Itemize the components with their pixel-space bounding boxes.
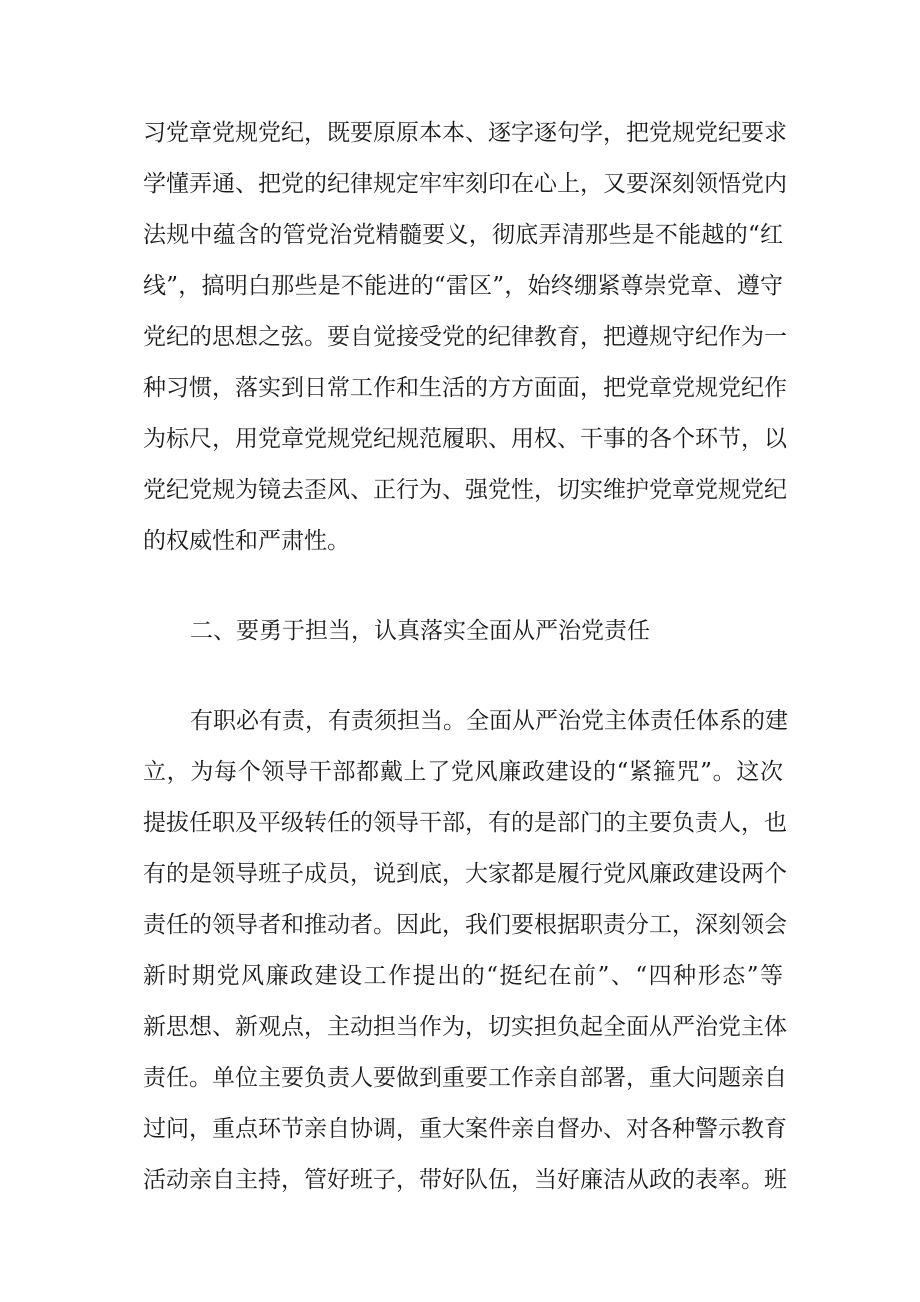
paragraph-1-line-8: 党纪党规为镜去歪风、正行为、强党性，切实维护党章党规党纪 (143, 477, 787, 503)
paragraph-2-line-3: 提拔任职及平级转任的领导干部，有的是部门的主要负责人，也 (143, 810, 787, 836)
paragraph-2-line-7: 新思想、新观点，主动担当作为，切实担负起全面从严治党主体 (143, 1014, 787, 1040)
paragraph-1-line-5: 党纪的思想之弦。要自觉接受党的纪律教育，把遵规守纪作为一 (143, 324, 787, 350)
paragraph-2-line-1: 有职必有责，有责须担当。全面从严治党主体责任体系的建 (190, 708, 788, 734)
section-heading-2: 二、要勇于担当，认真落实全面从严治党责任 (190, 618, 650, 644)
paragraph-1-line-9: 的权威性和严肃性。 (143, 528, 350, 554)
paragraph-2-line-8: 责任。单位主要负责人要做到重要工作亲自部署，重大问题亲自 (143, 1065, 787, 1091)
paragraph-2-line-6: 新时期党风廉政建设工作提出的“挺纪在前”、“四种形态”等 (143, 963, 783, 989)
paragraph-1-line-2: 学懂弄通、把党的纪律规定牢牢刻印在心上，又要深刻领悟党内 (143, 171, 787, 197)
paragraph-1-line-3: 法规中蕴含的管党治党精髓要义，彻底弄清那些是不能越的“红 (143, 222, 783, 248)
paragraph-2-line-9: 过问，重点环节亲自协调，重大案件亲自督办、对各种警示教育 (143, 1116, 787, 1142)
paragraph-2-line-5: 责任的领导者和推动者。因此，我们要根据职责分工，深刻领会 (143, 912, 787, 938)
paragraph-2-line-2: 立，为每个领导干部都戴上了党风廉政建设的“紧箍咒”。这次 (143, 759, 783, 785)
paragraph-1-line-4: 线”，搞明白那些是不能进的“雷区”，始终绷紧尊崇党章、遵守 (143, 273, 783, 299)
paragraph-1-line-7: 为标尺，用党章党规党纪规范履职、用权、干事的各个环节，以 (143, 426, 787, 452)
paragraph-2-line-4: 有的是领导班子成员，说到底，大家都是履行党风廉政建设两个 (143, 861, 787, 887)
paragraph-1-line-1: 习党章党规党纪，既要原原本本、逐字逐句学，把党规党纪要求 (143, 120, 787, 146)
paragraph-1-line-6: 种习惯，落实到日常工作和生活的方方面面，把党章党规党纪作 (143, 375, 787, 401)
paragraph-2-line-10: 活动亲自主持，管好班子，带好队伍，当好廉洁从政的表率。班 (143, 1167, 787, 1193)
